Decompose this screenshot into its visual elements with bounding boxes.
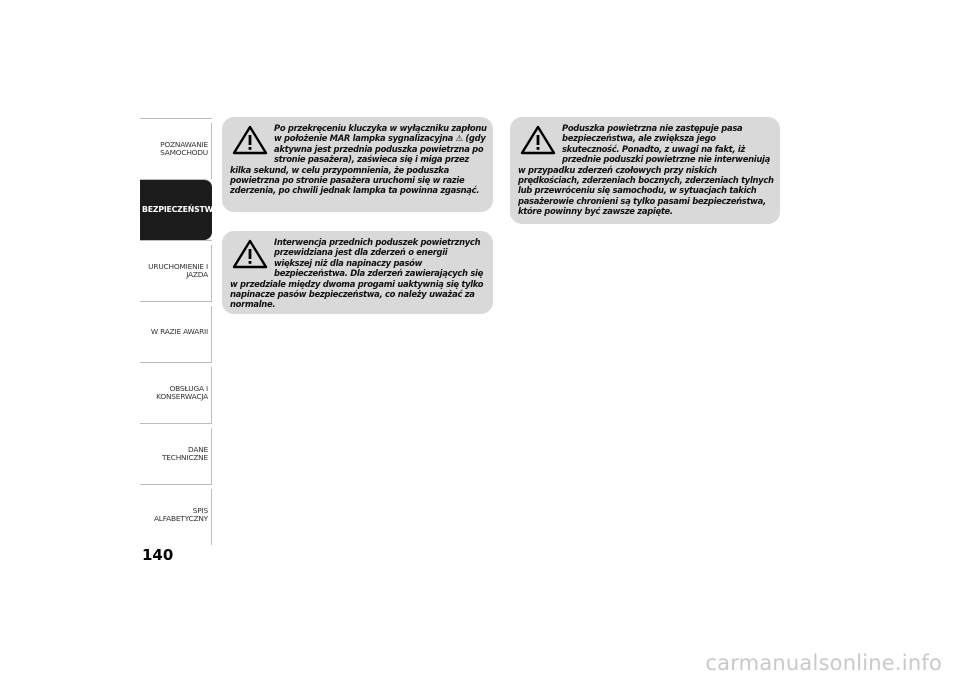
tab-label: W RAZIE AWARII [150, 326, 208, 336]
warning-box [222, 231, 493, 314]
tab-label: URUCHOMIENIE I JAZDA [148, 261, 208, 279]
warning-text: Poduszka powietrzna nie zastępuje pasa bezpieczeństwa, ale zwiększa jego skuteczność. Ponadto, z uwagi na fakt, iż przednie poduszki powietrzne nie interweniują w przypadku zderzeń czołowych przy niskich prędkościach, zderzeniach bocznych, zderzeniach tylnych lub przewróceniu się samochodu, w sytuacjach takich pasażerowie chronieni są tylko pasami bezpieczeństwa, które powinny być zawsze zapięte. [518, 123, 774, 217]
tab-label: DANE TECHNICZNE [161, 444, 208, 462]
tab-spis-alfabetyczny[interactable] [140, 484, 212, 545]
tab-label: SPIS ALFABETYCZNY [153, 505, 208, 523]
watermark: carmanualsonline.info [705, 651, 942, 675]
tab-dane-techniczne[interactable] [140, 423, 212, 484]
warning-text: Po przekręceniu kluczyka w wyłączniku zapłonu w położenie MAR lampka sygnalizacyjna ⚠ (gdy aktywna jest przednia poduszka powietrzna po stronie pasażera), zaświeca się i miga przez kilka sekund, w celu przypomnienia, że poduszka powietrzna po stronie pasażera uruchomi się w razie zderzenia, po chwili jednak lampka ta powinna zgasnąć. [230, 123, 487, 196]
warning-text: Interwencja przednich poduszek powietrznych przewidziana jest dla zderzeń o energii większej niż dla napinaczy pasów bezpieczeństwa. Dla zderzeń zawierających się w przedziale między dwoma progami uaktywnią się tylko napinacze pasów bezpieczeństwa, co należy uważać za normalne. [230, 237, 484, 310]
tab-poznawanie-samochodu[interactable] [140, 118, 212, 179]
tab-label: BEZPIECZEŃSTWO [142, 204, 220, 214]
warning-box [510, 117, 780, 224]
tab-w-razie-awarii[interactable] [140, 301, 212, 362]
page-number: 140 [142, 546, 174, 564]
warning-triangle-icon [520, 125, 556, 155]
tab-uruchomienie-i-jazda[interactable] [140, 240, 212, 301]
warning-triangle-icon [232, 125, 268, 155]
tab-obsluga-i-konserwacja[interactable] [140, 362, 212, 423]
tab-label: POZNAWANIE SAMOCHODU [160, 139, 208, 157]
tab-bezpieczenstwo[interactable] [140, 179, 220, 240]
tab-label: OBSŁUGA I KONSERWACJA [156, 383, 208, 401]
warning-triangle-icon [232, 239, 268, 269]
warning-box [222, 117, 493, 212]
section-sidebar [140, 118, 220, 545]
